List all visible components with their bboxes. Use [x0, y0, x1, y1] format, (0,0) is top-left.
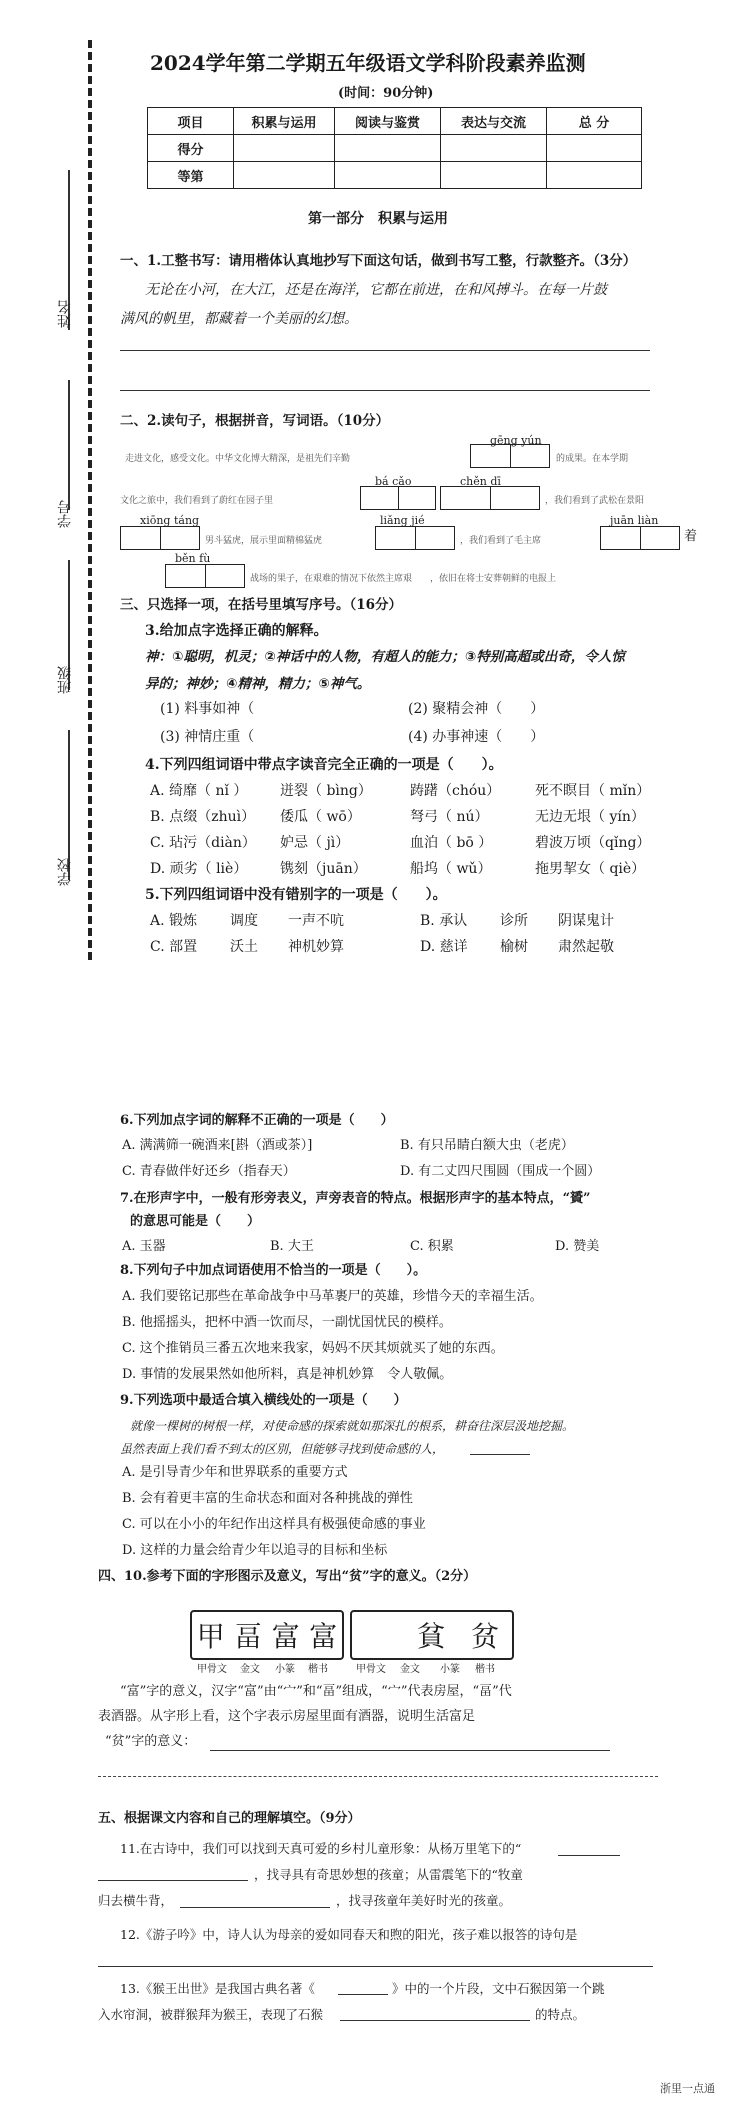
score-cell[interactable]	[547, 135, 642, 162]
q10-text: “富”字的意义，汉字“富”由“宀”和“畐”组成，“宀”代表房屋，“畐”代	[120, 1684, 512, 1699]
q4-option: C. 玷污（diàn）	[150, 835, 256, 851]
q11-heading: 五、根据课文内容和自己的理解填空。（9分）	[98, 1811, 361, 1826]
glyph-bronze: 畐	[234, 1620, 263, 1653]
q2-faint-text: ，我们看到了武松在景阳	[545, 496, 645, 506]
q2-faint-text: 的成果。在本学期	[556, 454, 629, 464]
q5-option: 调度	[230, 913, 258, 929]
q11-text: ，找寻孩童年美好时光的孩童。	[336, 1893, 512, 1908]
q2-answer-box[interactable]	[120, 526, 200, 550]
glyph-caption: 金文	[240, 1664, 260, 1675]
q6-option: B. 有只吊睛白额大虫（老虎）	[400, 1138, 574, 1153]
q11-blank[interactable]	[98, 1880, 248, 1881]
q5-option: 阴谋鬼计	[558, 913, 614, 929]
glyph-regular: 贫	[470, 1620, 499, 1653]
score-cell[interactable]	[234, 162, 335, 189]
glyph-seal: 貧	[416, 1620, 445, 1653]
q2-faint-text: ，依旧在将士安葬朝鲜的电报上	[430, 574, 557, 584]
q13-text: 的特点。	[535, 2007, 586, 2022]
glyph-caption: 小篆	[440, 1664, 460, 1675]
score-cell[interactable]	[335, 162, 441, 189]
q2-pinyin: gēng yún	[490, 434, 542, 447]
q2-tail-char: 着	[684, 529, 698, 544]
q4-title: 4.下列四组词语中带点字读音完全正确的一项是（ ）。	[145, 757, 503, 773]
q2-faint-text: 战场的果子，在艰难的情况下依然主席艰	[250, 574, 413, 584]
q9-passage: 虽然表面上我们看不到太的区别，但能够寻找到使命感的人，	[120, 1442, 445, 1456]
score-header-cell: 项目	[148, 108, 234, 135]
q4-option: 倭瓜（ wō）	[280, 809, 361, 825]
q5-option: 沃土	[230, 939, 258, 955]
q3-subtitle: 3.给加点字选择正确的解释。	[145, 623, 328, 639]
exam-time: (时间：90分钟)	[338, 86, 434, 101]
q8-option: D. 事情的发展果然如他所料，真是神机妙算 令人敬佩。	[122, 1367, 453, 1382]
q12-answer-line[interactable]	[98, 1966, 653, 1967]
q4-option: A. 绮靡（ nǐ ）	[150, 783, 248, 799]
q4-option: 船坞（ wǔ）	[410, 861, 492, 877]
q6-option: A. 满满筛一碗酒来[斟（酒或茶）]	[122, 1138, 313, 1153]
side-label-class: 班级	[57, 666, 73, 694]
glyph-caption: 小篆	[275, 1664, 295, 1675]
q1-copy-text: 无论在小河，在大江，还是在海洋，它都在前进，在和风搏斗。在每一片鼓	[145, 282, 607, 298]
part1-title: 第一部分 积累与运用	[308, 211, 448, 227]
q6-option: D. 有二丈四尺围圆（围成一个圆）	[400, 1164, 601, 1179]
q4-option: 迸裂（ bìng）	[280, 783, 372, 799]
q12-text: 12.《游子吟》中，诗人认为母亲的爱如同春天和煦的阳光，孩子难以报答的诗句是	[120, 1927, 578, 1942]
glyph-caption: 楷书	[475, 1664, 495, 1675]
q9-option: D. 这样的力量会给青少年以追寻的目标和坐标	[122, 1543, 388, 1558]
side-label-name: 姓名	[57, 300, 73, 328]
score-header-cell: 阅读与鉴赏	[335, 108, 441, 135]
q13-text: 入水帘洞，被群猴拜为猴王，表现了石猴	[98, 2007, 324, 2022]
q9-passage: 就像一棵树的树根一样，对使命感的探索就如那深扎的根系，耕奋往深层汲地挖掘。	[130, 1419, 575, 1433]
q5-option: B. 承认	[420, 913, 468, 929]
score-cell[interactable]	[441, 135, 547, 162]
q13-text: 》中的一个片段，文中石猴因第一个跳	[392, 1981, 605, 1996]
page-title: 2024学年第二学期五年级语文学科阶段素养监测	[150, 51, 586, 75]
q11-blank[interactable]	[180, 1907, 330, 1908]
score-row-label: 得分	[148, 135, 234, 162]
q7-option: B. 大王	[270, 1239, 314, 1254]
q13-blank[interactable]	[338, 1994, 388, 1995]
q4-option: 镌刻（juān）	[280, 861, 367, 877]
q5-option: 神机妙算	[288, 939, 344, 955]
q11-text: 11.在古诗中，我们可以找到天真可爱的乡村儿童形象：从杨万里笔下的“	[120, 1841, 522, 1856]
score-header-cell: 总 分	[547, 108, 642, 135]
watermark: 浙里一点通	[660, 2082, 715, 2095]
q9-option: B. 会有着更丰富的生命状态和面对各种挑战的弹性	[122, 1491, 413, 1506]
binding-dashed-line	[88, 40, 92, 960]
q4-option: 弩弓（ nú）	[410, 809, 489, 825]
side-label-school: 学校	[57, 858, 73, 886]
q2-pinyin: liǎng jié	[380, 514, 425, 527]
q13-blank[interactable]	[340, 2020, 530, 2021]
q8-option: C. 这个推销员三番五次地来我家，妈妈不厌其烦就买了她的东西。	[122, 1341, 504, 1356]
q2-pinyin: chěn dī	[460, 475, 501, 488]
q13-text: 13.《猴王出世》是我国古典名著《	[120, 1981, 315, 1996]
q2-pinyin: bá cǎo	[375, 475, 412, 488]
q2-pinyin: běn fù	[175, 552, 211, 565]
glyph-oracle: 甲	[196, 1620, 225, 1653]
q3-definitions: 神：①聪明，机灵；②神话中的人物，有超人的能力；③特别高超或出奇，令人惊	[145, 649, 625, 665]
q9-title: 9.下列选项中最适合填入横线处的一项是（ ）	[120, 1393, 407, 1408]
q10-text: 表酒器。从字形上看，这个字表示房屋里面有酒器，说明生活富足	[98, 1709, 476, 1724]
q1-copy-text: 满风的帆里，都藏着一个美丽的幻想。	[120, 311, 358, 327]
q2-faint-text: 文化之旅中，我们看到了蔚红在园子里	[120, 496, 274, 506]
q5-option: A. 锻炼	[150, 913, 198, 929]
q10-text: “贫”字的意义：	[105, 1734, 197, 1749]
q5-title: 5.下列四组词语中没有错别字的一项是（ ）。	[145, 887, 447, 903]
side-label-id: 学号	[57, 500, 73, 528]
q2-pinyin: juān liàn	[610, 514, 659, 527]
glyph-caption: 金文	[400, 1664, 420, 1675]
score-table-row	[148, 162, 642, 189]
q8-title: 8.下列句子中加点词语使用不恰当的一项是（ ）。	[120, 1263, 427, 1278]
q7-option: C. 积累	[410, 1239, 454, 1254]
q5-option: 肃然起敬	[558, 939, 614, 955]
q9-blank[interactable]	[470, 1454, 530, 1455]
q5-option: 榆树	[500, 939, 528, 955]
q1-answer-line[interactable]	[120, 390, 650, 391]
q4-option: 踌躇（chóu）	[410, 783, 501, 799]
q4-option: B. 点缀（zhuì）	[150, 809, 256, 825]
score-row-label: 等第	[148, 162, 234, 189]
glyph-caption: 甲骨文	[356, 1664, 386, 1675]
score-cell[interactable]	[234, 135, 335, 162]
pin-glyph-evolution	[350, 1610, 514, 1660]
q3-item: (3) 神情庄重（	[160, 729, 255, 745]
q4-option: 妒忌（ jì）	[280, 835, 350, 851]
q7-title: 的意思可能是（ ）	[130, 1214, 261, 1229]
q2-answer-box[interactable]	[600, 526, 680, 550]
q2-answer-box[interactable]	[470, 444, 550, 468]
q3-item: (4) 办事神速（ ）	[408, 729, 545, 745]
q11-text: 归去横牛背，	[98, 1893, 174, 1908]
q2-pinyin: xiōng táng	[140, 514, 200, 527]
id-write-line	[68, 380, 70, 510]
q8-option: B. 他摇摇头，把杯中酒一饮而尽，一副忧国忧民的模样。	[122, 1315, 452, 1330]
q5-option: C. 部置	[150, 939, 198, 955]
q4-option: 碧波万顷（qǐng）	[535, 835, 651, 851]
score-cell[interactable]	[335, 135, 441, 162]
glyph-caption: 甲骨文	[197, 1664, 227, 1675]
score-header-cell: 表达与交流	[441, 108, 547, 135]
q3-definitions: 异的；神妙；④精神，精力；⑤神气。	[145, 676, 371, 692]
q5-option: 诊所	[500, 913, 528, 929]
q9-option: C. 可以在小小的年纪作出这样具有极强使命感的事业	[122, 1517, 426, 1532]
score-table	[147, 107, 642, 189]
q2-answer-box[interactable]	[375, 526, 455, 550]
q5-option: 一声不吭	[288, 913, 344, 929]
q6-option: C. 青春做伴好还乡（指春天）	[122, 1164, 296, 1179]
q4-option: 无边无垠（ yín）	[535, 809, 645, 825]
score-cell[interactable]	[547, 162, 642, 189]
q4-option: D. 顽劣（ liè）	[150, 861, 248, 877]
q2-faint-text: 走进文化，感受文化。中华文化博大精深，是祖先们辛勤	[125, 454, 351, 464]
score-table-header-row	[148, 108, 642, 135]
glyph-seal: 富	[271, 1620, 300, 1653]
q3-item: (1) 料事如神（	[160, 701, 255, 717]
q5-option: D. 慈详	[420, 939, 468, 955]
q1-heading: 一、1.工整书写：请用楷体认真地抄写下面这句话，做到书写工整，行款整齐。（3分）	[120, 253, 637, 269]
glyph-caption: 楷书	[308, 1664, 328, 1675]
q7-option: D. 赞美	[555, 1239, 600, 1254]
q4-option: 血泊（ bō ）	[410, 835, 493, 851]
q10-answer-line[interactable]	[98, 1776, 658, 1777]
score-cell[interactable]	[441, 162, 547, 189]
fu-glyph-evolution	[190, 1610, 344, 1660]
q3-heading: 三、只选择一项，在括号里填写序号。（16分）	[120, 597, 403, 613]
q2-answer-box[interactable]	[165, 564, 245, 588]
q11-blank[interactable]	[558, 1855, 620, 1856]
q2-faint-text: 男斗猛虎，展示里面精棉猛虎	[205, 536, 323, 546]
q10-answer-line[interactable]	[210, 1750, 610, 1751]
q6-title: 6.下列加点字词的解释不正确的一项是（ ）	[120, 1113, 394, 1128]
q8-option: A. 我们要铭记那些在革命战争中马革裹尸的英雄，珍惜今天的幸福生活。	[122, 1289, 543, 1304]
q2-heading: 二、2.读句子，根据拼音，写词语。（10分）	[120, 413, 390, 429]
glyph-regular: 富	[309, 1620, 338, 1653]
q2-faint-text: ，我们看到了毛主席	[460, 536, 542, 546]
score-header-cell: 积累与运用	[234, 108, 335, 135]
q7-title: 7.在形声字中，一般有形旁表义，声旁表音的特点。根据形声字的基本特点，“贇”	[120, 1191, 591, 1206]
q9-option: A. 是引导青少年和世界联系的重要方式	[122, 1465, 348, 1480]
q3-item: (2) 聚精会神（ ）	[408, 701, 545, 717]
q4-option: 拖男挈女（ qiè）	[535, 861, 646, 877]
q4-option: 死不瞑目（ mǐn）	[535, 783, 651, 799]
q2-answer-box[interactable]	[360, 486, 436, 510]
q11-text: ，找寻具有奇思妙想的孩童；从雷震笔下的“牧童	[254, 1867, 523, 1882]
q1-answer-line[interactable]	[120, 350, 650, 351]
score-table-row	[148, 135, 642, 162]
q10-heading: 四、10.参考下面的字形图示及意义，写出“贫”字的意义。（2分）	[98, 1569, 477, 1584]
q7-option: A. 玉器	[122, 1239, 166, 1254]
q2-answer-box[interactable]	[440, 486, 540, 510]
